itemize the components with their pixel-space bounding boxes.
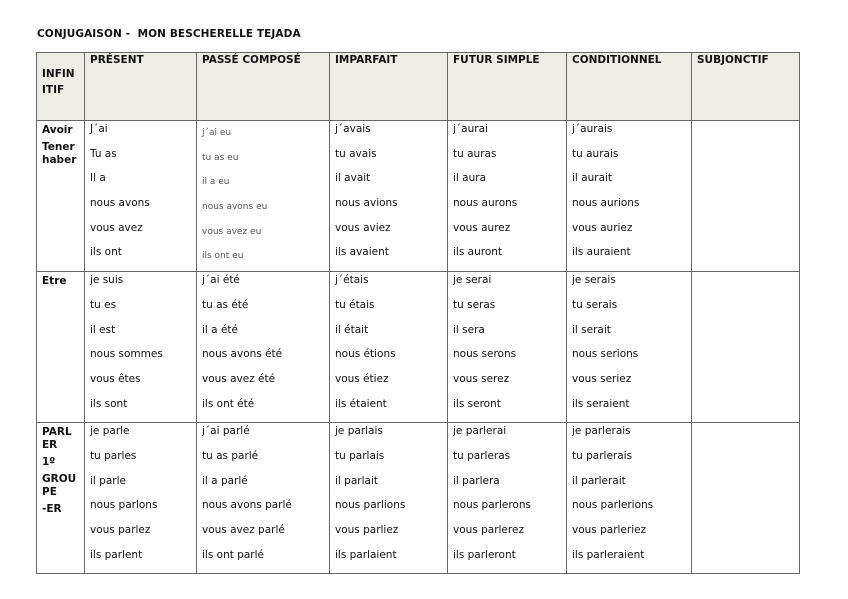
verb-label: PARL ER [42, 426, 72, 452]
forms-cell-passe-compose [197, 272, 330, 423]
forms-cell-subjonctif [692, 423, 800, 574]
conjugated-form: nous avions [335, 197, 398, 210]
conjugated-form: je serai [453, 274, 492, 287]
conjugated-form: nous parlons [90, 499, 158, 512]
conjugated-form: ils auront [453, 246, 503, 259]
conjugated-form: nous serions [572, 348, 639, 361]
header-present: PRÉSENT [85, 53, 197, 121]
conjugated-form: j´ai parlé [202, 425, 250, 438]
conjugated-form: ils sont [90, 397, 128, 410]
conjugated-form: tu as été [202, 298, 249, 311]
conjugated-form: il aura [453, 172, 487, 185]
conjugated-form: il parlera [453, 474, 500, 487]
conjugated-form: nous serons [453, 348, 517, 361]
conjugated-form: nous parlerons [453, 499, 531, 512]
conjugated-form: vous seriez [572, 372, 632, 385]
conjugated-form: ils ont été [202, 397, 255, 410]
conjugated-form: nous aurons [453, 197, 518, 210]
conjugated-form: tu auras [453, 147, 497, 160]
conjugated-form: tu serais [572, 298, 618, 311]
conjugated-form: nous aurions [572, 197, 640, 210]
forms-cell-imparfait [330, 121, 448, 272]
conjugated-form: vous êtes [90, 372, 141, 385]
conjugated-form: j´ai eu [202, 128, 232, 138]
conjugated-form: tu seras [453, 298, 496, 311]
conjugated-form: je serais [572, 274, 616, 287]
conjugated-form: vous parlez [90, 524, 151, 536]
conjugated-form: J´ai [90, 123, 108, 135]
conjugated-form: il parle [90, 474, 126, 487]
verb-label: Tener haber [42, 141, 77, 166]
conjugated-form: nous parlions [335, 499, 406, 512]
conjugated-form: vous avez parlé [202, 524, 285, 536]
conjugated-form: Il a [90, 172, 106, 185]
conjugated-form: Tu as [90, 147, 117, 160]
verb-cell [37, 272, 85, 423]
conjugated-form: j´étais [335, 274, 369, 287]
page-title: CONJUGAISON - MON BESCHERELLE TEJADA [37, 28, 301, 40]
forms-cell-imparfait [330, 423, 448, 574]
conjugated-form: vous serez [453, 372, 510, 385]
conjugated-form: ils ont parlé [202, 548, 264, 561]
conjugation-table [36, 52, 800, 574]
conjugated-form: ils auraient [572, 246, 631, 259]
conjugated-form: il avait [335, 172, 371, 185]
verb-label: -ER [42, 503, 62, 516]
forms-cell-futur-simple [448, 272, 567, 423]
forms-cell-futur-simple [448, 423, 567, 574]
forms-cell-subjonctif [692, 121, 800, 272]
conjugated-form: nous avons été [202, 348, 283, 361]
conjugated-form: il était [335, 323, 369, 336]
conjugated-form: il parlerait [572, 474, 626, 487]
conjugated-form: je suis [90, 274, 124, 287]
forms-cell-present [85, 423, 197, 574]
conjugated-form: il aurait [572, 172, 613, 185]
header-infinitif: INFIN ITIF [37, 53, 85, 121]
conjugated-form: ils parlaient [335, 548, 397, 561]
conjugated-form: il sera [453, 323, 485, 336]
forms-cell-present [85, 121, 197, 272]
header-passe-compose: PASSÉ COMPOSÉ [197, 53, 330, 121]
conjugated-form: je parlais [335, 425, 383, 438]
verb-cell [37, 423, 85, 574]
verb-cell [37, 121, 85, 272]
conjugated-form: il a parlé [202, 474, 248, 487]
conjugated-form: il est [90, 323, 116, 336]
verb-label: GROU PE [42, 473, 77, 499]
conjugated-form: vous avez été [202, 372, 276, 385]
verb-label: Avoir [42, 124, 73, 136]
conjugated-form: tu aurais [572, 147, 619, 160]
conjugated-form: vous aviez [335, 221, 391, 234]
forms-cell-present [85, 272, 197, 423]
conjugated-form: vous parlerez [453, 524, 524, 536]
conjugated-form: j´ai été [202, 274, 240, 287]
forms-cell-conditionnel [567, 272, 692, 423]
conjugated-form: nous avons parlé [202, 499, 292, 512]
conjugated-form: il a eu [202, 177, 230, 188]
conjugated-form: j´aurai [453, 123, 488, 135]
conjugated-form: vous avez eu [202, 226, 262, 237]
conjugated-form: ils seraient [572, 397, 630, 410]
forms-cell-conditionnel [567, 423, 692, 574]
verb-row [37, 121, 800, 272]
conjugated-form: tu étais [335, 298, 375, 311]
conjugated-form: ils avaient [335, 246, 389, 259]
header-subjonctif: SUBJONCTIF [692, 53, 800, 121]
conjugated-form: ils ont [90, 246, 122, 259]
conjugated-form: tu parlais [335, 449, 385, 462]
forms-cell-passe-compose [197, 121, 330, 272]
conjugated-form: je parlerai [453, 425, 507, 438]
conjugated-form: ils parleront [453, 548, 516, 561]
conjugated-form: vous étiez [335, 372, 389, 385]
conjugated-form: nous avons [90, 197, 150, 210]
conjugated-form: nous parlerions [572, 499, 654, 512]
header-row [37, 53, 800, 121]
verb-row [37, 272, 800, 423]
conjugated-form: il serait [572, 323, 611, 336]
header-conditionnel: CONDITIONNEL [567, 53, 692, 121]
conjugated-form: ils ont eu [202, 251, 244, 262]
conjugated-form: vous parliez [335, 524, 399, 536]
conjugated-form: ils étaient [335, 397, 387, 410]
conjugated-form: vous parleriez [572, 524, 647, 536]
conjugated-form: tu avais [335, 147, 377, 160]
conjugated-form: il a été [202, 323, 238, 336]
conjugated-form: ils seront [453, 397, 501, 410]
conjugated-form: nous sommes [90, 348, 163, 361]
conjugated-form: ils parleraient [572, 548, 645, 561]
conjugated-form: nous étions [335, 348, 396, 361]
forms-cell-conditionnel [567, 121, 692, 272]
conjugated-form: vous aurez [453, 221, 511, 234]
conjugated-form: tu parleras [453, 449, 511, 462]
conjugated-form: je parle [90, 425, 130, 438]
conjugated-form: tu es [90, 298, 117, 311]
conjugated-form: tu parlerais [572, 449, 633, 462]
verb-label: 1º [42, 456, 56, 469]
conjugated-form: nous avons eu [202, 202, 268, 213]
forms-cell-imparfait [330, 272, 448, 423]
verb-row [37, 423, 800, 574]
conjugated-form: j´aurais [572, 123, 613, 135]
header-imparfait: IMPARFAIT [330, 53, 448, 121]
conjugated-form: je parlerais [572, 425, 631, 438]
conjugated-form: vous avez [90, 221, 143, 234]
conjugated-form: tu as parlé [202, 449, 259, 462]
forms-cell-futur-simple [448, 121, 567, 272]
conjugated-form: ils parlent [90, 548, 143, 561]
verb-label: Etre [42, 275, 67, 288]
forms-cell-subjonctif [692, 272, 800, 423]
conjugated-form: tu as eu [202, 152, 239, 163]
header-futur-simple: FUTUR SIMPLE [448, 53, 567, 121]
conjugated-form: il parlait [335, 474, 378, 487]
conjugated-form: j´avais [335, 123, 371, 135]
forms-cell-passe-compose [197, 423, 330, 574]
conjugated-form: tu parles [90, 449, 137, 462]
conjugated-form: vous auriez [572, 221, 633, 234]
